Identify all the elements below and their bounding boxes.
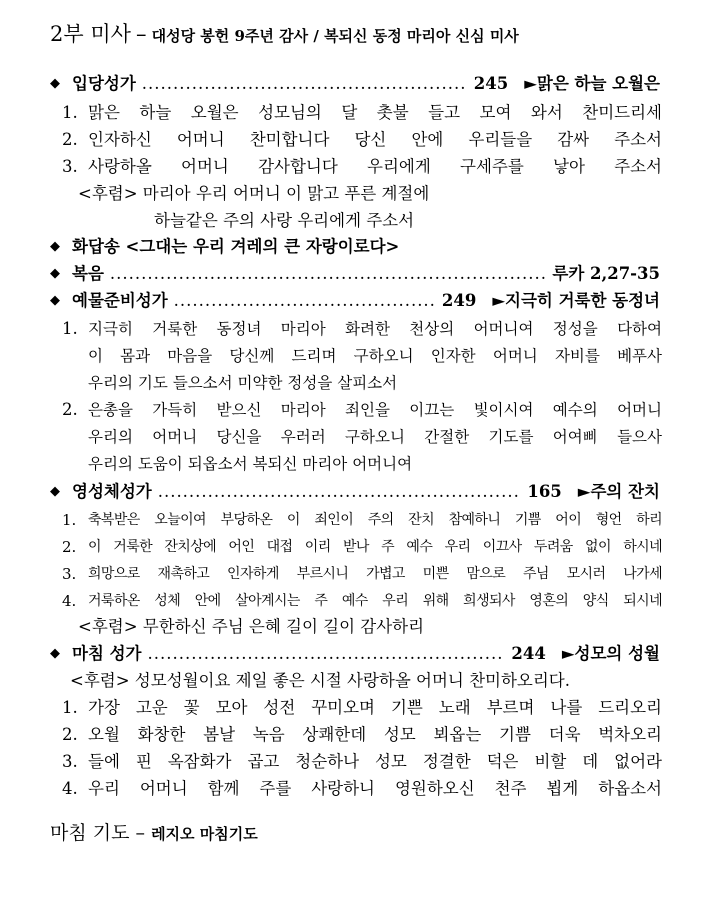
verse-number: 1. <box>62 511 77 529</box>
verse-number: 4. <box>62 592 77 610</box>
dot-leader <box>158 478 522 506</box>
communion-verse <box>0 533 714 561</box>
communion-section <box>0 478 714 506</box>
communion-song: ►주의 잔치 <box>577 482 660 501</box>
verse-number: 2. <box>62 725 78 744</box>
verse-text: 은총을 가득히 받으신 마리아 죄인을 이끄는 빛이시여 예수의 어머니 <box>88 401 662 419</box>
closing-verse <box>0 721 714 749</box>
closing-prayer-label: 마침 기도 <box>50 822 130 844</box>
footer-dash: – <box>135 822 146 844</box>
closing-verse <box>0 694 714 722</box>
verse-text: 가장 고운 꽃 모아 성전 꾸미오며 기쁜 노래 부르며 나를 드리오리 <box>88 698 662 717</box>
verse-text: 우리의 기도 들으소서 미약한 정성을 살피소서 <box>88 374 398 392</box>
entrance-hymn-song: ►맑은 하늘 오월은 <box>524 74 660 93</box>
verse-text: 희망으로 재촉하고 인자하게 부르시니 가볍고 미쁜 맘으로 주님 모시러 나가세 <box>88 566 662 582</box>
offertory-verse <box>0 396 714 424</box>
diamond-bullet-icon: ◆ <box>50 76 60 91</box>
closing-verse <box>0 775 714 803</box>
verse-text: 우리의 어머니 당신을 우러러 구하오니 간절한 기도를 어여삐 들으사 <box>88 428 662 446</box>
psalm-title: 화답송 <그대는 우리 겨레의 큰 자랑이로다> <box>72 237 400 256</box>
closing-hymn-section <box>0 640 714 668</box>
offertory-number: 249 <box>441 291 477 310</box>
verse-text: 이 거룩한 잔치상에 어인 대접 이리 받나 주 예수 우리 이끄사 두려움 없이 하시네 <box>88 539 662 555</box>
verse-text: 축복받은 오늘이여 부당하온 이 죄인이 주의 잔치 참예하니 기쁨 어이 형언 하리 <box>88 512 662 528</box>
verse-number: 1. <box>62 319 78 338</box>
verse-number: 3. <box>62 565 77 583</box>
closing-refrain <box>0 667 714 695</box>
mass-subtitle: 대성당 봉헌 9주년 감사 / 복되신 동정 마리아 신심 미사 <box>151 27 519 45</box>
offertory-verse <box>0 315 714 343</box>
verse-text: 인자하신 어머니 찬미합니다 당신 안에 우리들을 감싸 주소서 <box>88 130 662 149</box>
offertory-title: 예물준비성가 <box>72 291 168 310</box>
communion-refrain <box>0 613 714 641</box>
closing-hymn-song: ►성모의 성월 <box>561 644 660 663</box>
psalm-section <box>0 233 714 261</box>
verse-number: 4. <box>62 779 78 798</box>
offertory-section <box>0 287 714 315</box>
verse-number: 1. <box>62 698 78 717</box>
entrance-hymn-section <box>0 70 714 98</box>
closing-hymn-number: 244 <box>511 644 546 663</box>
closing-hymn-title: 마침 성가 <box>72 644 142 663</box>
communion-verse <box>0 587 714 615</box>
entrance-verse <box>0 126 714 154</box>
verse-text: 들에 핀 옥잠화가 곱고 청순하나 성모 정결한 덕은 비할 데 없어라 <box>88 752 662 771</box>
verse-text: 사랑하올 어머니 감사합니다 우리에게 구세주를 낳아 주소서 <box>88 157 662 176</box>
gospel-reference: 루카 2,27-35 <box>552 264 660 283</box>
verse-number: 3. <box>62 157 78 176</box>
page-header <box>50 18 519 48</box>
gospel-title: 복음 <box>72 264 104 283</box>
diamond-bullet-icon: ◆ <box>50 484 60 499</box>
offertory-verse-cont <box>0 450 714 478</box>
communion-title: 영성체성가 <box>72 482 152 501</box>
verse-number: 2. <box>62 400 78 419</box>
dot-leader <box>148 640 506 668</box>
entrance-verse <box>0 99 714 127</box>
verse-text: 우리의 도움이 되옵소서 복되신 마리아 어머니여 <box>88 455 413 473</box>
dot-leader <box>174 287 436 315</box>
dot-leader <box>110 260 546 288</box>
refrain-line-1: <후렴> 마리아 우리 어머니 이 맑고 푸른 계절에 <box>78 184 430 203</box>
refrain-line: <후렴> 성모성월이요 제일 좋은 시절 사랑하올 어머니 찬미하오리다. <box>70 671 570 690</box>
offertory-verse-cont <box>0 423 714 451</box>
entrance-hymn-title: 입당성가 <box>72 74 136 93</box>
diamond-bullet-icon: ◆ <box>50 266 60 281</box>
diamond-bullet-icon: ◆ <box>50 293 60 308</box>
offertory-song: ►지극히 거룩한 동정녀 <box>492 291 660 310</box>
diamond-bullet-icon: ◆ <box>50 239 60 254</box>
offertory-verse-cont <box>0 369 714 397</box>
dot-leader <box>142 70 468 98</box>
offertory-verse-cont <box>0 342 714 370</box>
header-dash: – <box>136 22 147 46</box>
diamond-bullet-icon: ◆ <box>50 646 60 661</box>
verse-number: 1. <box>62 103 78 122</box>
verse-number: 2. <box>62 538 77 556</box>
closing-prayer <box>50 818 258 845</box>
part-title: 2부 미사 <box>50 22 131 46</box>
verse-text: 거룩하온 성체 안에 살아계시는 주 예수 우리 위해 희생되사 영혼의 양식 되시네 <box>88 593 662 609</box>
entrance-hymn-number: 245 <box>473 74 509 93</box>
entrance-refrain <box>0 180 714 208</box>
verse-number: 3. <box>62 752 78 771</box>
refrain-line: <후렴> 무한하신 주님 은혜 길이 길이 감사하리 <box>78 617 425 636</box>
verse-text: 지극히 거룩한 동정녀 마리아 화려한 천상의 어머니여 정성을 다하여 <box>88 320 662 338</box>
entrance-verse <box>0 153 714 181</box>
communion-verse <box>0 560 714 588</box>
verse-text: 오월 화창한 봄날 녹음 상쾌한데 성모 뵈옵는 기쁨 더욱 벅차오리 <box>88 725 662 744</box>
closing-verse <box>0 748 714 776</box>
communion-verse <box>0 506 714 534</box>
refrain-line-2: 하늘같은 주의 사랑 우리에게 주소서 <box>154 211 415 230</box>
communion-number: 165 <box>527 482 562 501</box>
gospel-section <box>0 260 714 288</box>
verse-text: 우리 어머니 함께 주를 사랑하니 영원하오신 천주 뵙게 하옵소서 <box>88 779 662 798</box>
closing-prayer-name: 레지오 마침기도 <box>151 825 258 843</box>
verse-text: 이 몸과 마음을 당신께 드리며 구하오니 인자한 어머니 자비를 베푸사 <box>88 347 662 365</box>
entrance-refrain-cont <box>0 207 714 235</box>
verse-text: 맑은 하늘 오월은 성모님의 달 촛불 들고 모여 와서 찬미드리세 <box>88 103 662 122</box>
verse-number: 2. <box>62 130 78 149</box>
